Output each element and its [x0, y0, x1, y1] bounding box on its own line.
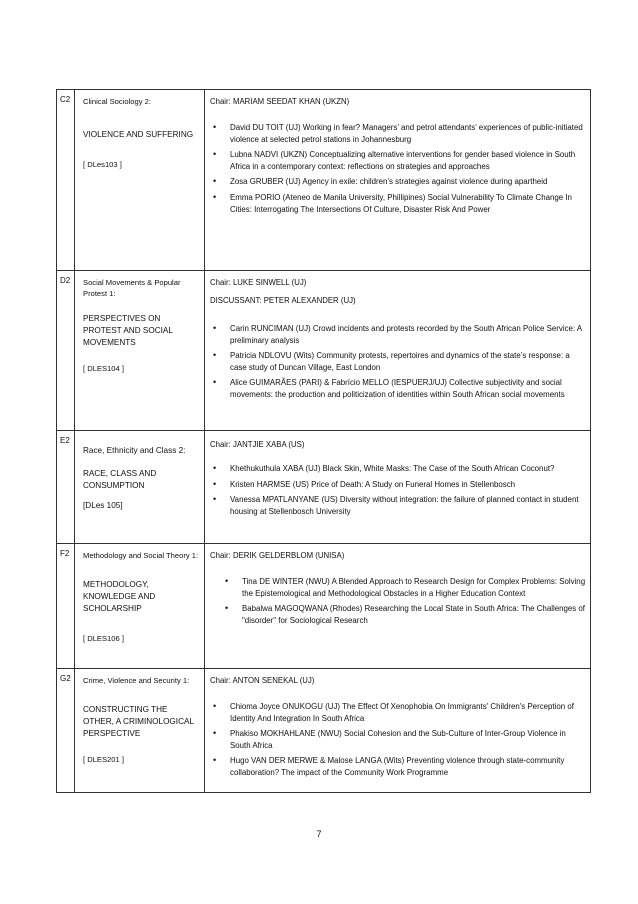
session-subtitle: CONSTRUCTING THE OTHER, A CRIMINOLOGICAL PERSPECTIVE — [83, 705, 194, 738]
discussant-label: DISCUSSANT: PETER ALEXANDER (UJ) — [210, 296, 356, 305]
session-room-code: [ DLES201 ] — [83, 755, 124, 764]
list-item: • Kristen HARMSE (US) Price of Death: A Study on Funeral Homes in Stellenbosch — [210, 479, 586, 491]
chair-label: Chair: LUKE SINWELL (UJ) — [210, 278, 307, 287]
paper-list — [210, 122, 586, 215]
list-item: • Zosa GRUBER (UJ) Agency in exile: children’s strategies against violence during apartheid — [210, 176, 586, 188]
table-row — [57, 669, 591, 793]
session-subtitle: PERSPECTIVES ON PROTEST AND SOCIAL MOVEMENTS — [83, 314, 173, 347]
session-code-cell: G2 — [57, 669, 75, 793]
papers-cell — [205, 431, 591, 544]
schedule-table — [56, 89, 591, 793]
page-number: 7 — [316, 829, 322, 839]
session-subtitle: RACE, CLASS AND CONSUMPTION — [83, 469, 157, 490]
session-room-code: [ DLes103 ] — [83, 160, 122, 169]
session-title: Clinical Sociology 2: — [83, 97, 151, 106]
session-code-cell: D2 — [57, 271, 75, 431]
chair-label: Chair: JANTJIE XABA (US) — [210, 440, 305, 449]
papers-cell — [205, 544, 591, 669]
session-title: Crime, Violence and Security 1: — [83, 676, 190, 685]
session-subtitle: METHODOLOGY, KNOWLEDGE AND SCHOLARSHIP — [83, 580, 156, 613]
session-room-code: [DLes 105] — [83, 501, 123, 510]
list-item: • Khethukuthula XABA (UJ) Black Skin, White Masks: The Case of the South African Coconut? — [210, 463, 586, 475]
list-item: • Carin RUNCIMAN (UJ) Crowd incidents and protests recorded by the South African Police Service: A preliminary analysis — [210, 323, 586, 346]
list-item: • Phakiso MOKHAHLANE (NWU) Social Cohesion and the Sub-Culture of Inter-Group Violence in South Africa — [210, 728, 586, 751]
chair-label: Chair: MARIAM SEEDAT KHAN (UKZN) — [210, 97, 350, 106]
session-cell — [75, 271, 205, 431]
paper-list — [210, 701, 586, 779]
session-cell — [75, 431, 205, 544]
list-item: • Tina DE WINTER (NWU) A Blended Approach to Research Design for Complex Problems: Solving the Epistemological and Methodological Obstacles in a Higher Education Context — [222, 576, 586, 599]
session-code-cell: F2 — [57, 544, 75, 669]
session-cell — [75, 544, 205, 669]
list-item: • Lubna NADVI (UKZN) Conceptualizing alternative interventions for gender based violence in South Africa in a contemporary context: reflections on strategies and approaches — [210, 149, 586, 172]
paper-list — [210, 323, 586, 401]
papers-cell — [205, 90, 591, 271]
session-room-code: [ DLES106 ] — [83, 634, 124, 643]
paper-list — [210, 576, 586, 626]
session-title: Methodology and Social Theory 1: — [83, 551, 199, 560]
session-cell — [75, 669, 205, 793]
list-item: • Vanessa MPATLANYANE (US) Diversity without integration: the failure of planned contact in student housing at Stellenbosch University — [210, 494, 586, 517]
chair-label: Chair: DERIK GELDERBLOM (UNISA) — [210, 551, 345, 560]
session-code-cell: E2 — [57, 431, 75, 544]
session-subtitle: VIOLENCE AND SUFFERING — [83, 130, 194, 139]
chair-label: Chair: ANTON SENEKAL (UJ) — [210, 676, 315, 685]
table-row — [57, 544, 591, 669]
list-item: • Alice GUIMARÃES (PARI) & Fabrício MELLO (IESPUERJ/UJ) Collective subjectivity and social movements: the production and politicization of identities within South African social movements — [210, 377, 586, 400]
session-code-cell: C2 — [57, 90, 75, 271]
paper-list — [210, 463, 586, 517]
papers-cell — [205, 271, 591, 431]
table-row — [57, 431, 591, 544]
session-title: Race, Ethnicity and Class 2: — [83, 446, 186, 455]
list-item: • Emma PORIO (Ateneo de Manila University, Phillipines) Social Vulnerability To Climate Change In Cities: Interrogating The Intersections Of Culture, Disaster Risk And Power — [210, 192, 586, 215]
list-item: • Chioma Joyce ONUKOGU (UJ) The Effect Of Xenophobia On Immigrants' Children's Perception of Identity And Integration In South Africa — [210, 701, 586, 724]
session-title: Social Movements & Popular Protest 1: — [83, 278, 181, 298]
table-row — [57, 271, 591, 431]
session-room-code: [ DLES104 ] — [83, 364, 124, 373]
table-row — [57, 90, 591, 271]
papers-cell — [205, 669, 591, 793]
list-item: • Hugo VAN DER MERWE & Malose LANGA (Wits) Preventing violence through state-community collaboration? The impact of the Community Work Programme — [210, 755, 586, 778]
list-item: • Babalwa MAGOQWANA (Rhodes) Researching the Local State in South Africa: The Challenges of "disorder" for Sociological Research — [222, 603, 586, 626]
session-cell — [75, 90, 205, 271]
list-item: • David DU TOIT (UJ) Working in fear? Managers’ and petrol attendants’ experiences of public-initiated violence at selected petrol stations in Johannesburg — [210, 122, 586, 145]
list-item: • Patricia NDLOVU (Wits) Community protests, repertoires and dynamics of the state’s response: a case study of Duncan Village, East London — [210, 350, 586, 373]
